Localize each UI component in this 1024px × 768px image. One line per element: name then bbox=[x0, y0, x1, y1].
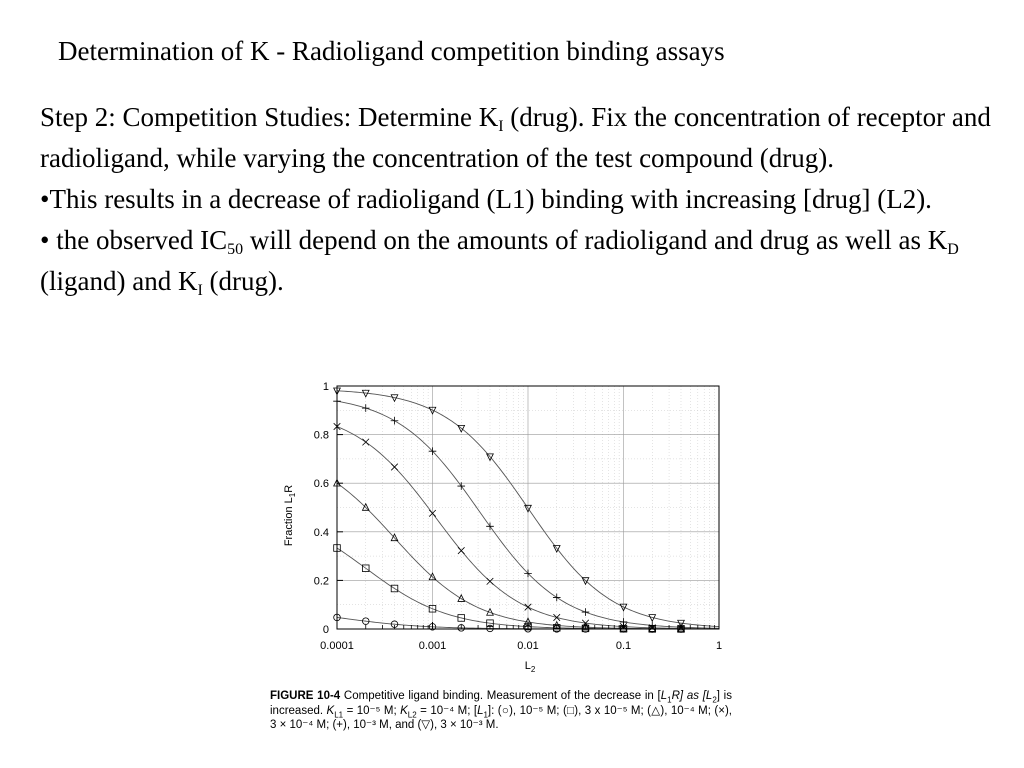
chart-markers bbox=[333, 388, 685, 632]
y-tick-label: 0.2 bbox=[313, 575, 329, 588]
plus-marker bbox=[582, 608, 590, 616]
bullet-ic50-part2: will depend on the amounts of radioligand and drug as well as K bbox=[243, 225, 948, 255]
caption-k1: K bbox=[326, 704, 335, 717]
step2-sub-i: I bbox=[498, 118, 504, 135]
caption-k2: K bbox=[400, 704, 408, 717]
figure-caption bbox=[270, 689, 732, 733]
plus-marker bbox=[391, 417, 399, 425]
y-axis-title: Fraction $L_1R$ bbox=[283, 484, 297, 547]
caption-text-2: R] as [ bbox=[671, 690, 706, 702]
caption-l2: L bbox=[705, 690, 713, 702]
x-tick-label: 0.1 bbox=[615, 640, 632, 652]
y-tick-label: 0.8 bbox=[313, 429, 329, 442]
plus-marker bbox=[553, 594, 561, 602]
y-tick-label: 0.4 bbox=[313, 526, 329, 539]
caption-text-3: ] is increased. bbox=[270, 690, 732, 717]
bullet-ic50-part1: • the observed IC bbox=[40, 225, 228, 255]
caption-l1-sub: 1 bbox=[667, 695, 672, 705]
x-marker bbox=[362, 439, 369, 446]
caption-text-6: ]: (○), 10⁻⁵ M; (□), 3 x 10⁻⁵ M; (△), 10⁻⁴ M; (×), 3 × 10⁻⁴ M; (+), 10⁻³ M, and (▽), 3 × 10⁻³ M. bbox=[270, 704, 732, 731]
caption-l2-sub: 2 bbox=[712, 695, 717, 705]
bullet-ic50-part3: (ligand) and K bbox=[40, 266, 198, 296]
figure-label: FIGURE 10-4 bbox=[270, 690, 341, 702]
caption-k1-sub: L1 bbox=[334, 709, 344, 719]
bullet-ic50-sub50: 50 bbox=[227, 241, 244, 258]
caption-l1b: L bbox=[477, 704, 484, 717]
y-tick-label: 1 bbox=[322, 381, 329, 393]
bullet-ic50-subd: D bbox=[947, 241, 959, 258]
plus-marker bbox=[486, 523, 494, 531]
x-tick-label: 1 bbox=[715, 640, 723, 652]
caption-l1: L bbox=[660, 690, 668, 702]
caption-text-4: = 10⁻⁵ M; bbox=[343, 704, 401, 717]
bullet-ic50-subi: I bbox=[197, 282, 203, 299]
x-tick-label: 0.0001 bbox=[320, 640, 354, 652]
x-tick-label: 0.001 bbox=[418, 640, 447, 652]
x-marker bbox=[553, 614, 560, 621]
bullet-decrease: •This results in a decrease of radioligand (L1) binding with increasing [drug] (L2). bbox=[40, 184, 932, 214]
caption-text-5: = 10⁻⁴ M; [ bbox=[416, 704, 478, 717]
caption-text-1: Competitive ligand binding. Measurement of the decrease in [ bbox=[340, 690, 661, 702]
bullet-ic50-part4: (drug). bbox=[202, 266, 284, 296]
caption-l1b-sub: 1 bbox=[483, 709, 488, 719]
x-marker bbox=[487, 578, 494, 585]
x-tick-label: 0.01 bbox=[517, 640, 539, 652]
step2-text-a: Step 2: Competition Studies: Determine K bbox=[40, 102, 499, 132]
slide-title: Determination of K - Radioligand competition binding assays bbox=[58, 36, 725, 66]
caption-k2-sub: L2 bbox=[407, 709, 417, 719]
step2-text-b: (drug). Fix the concentration of receptor and radioligand, while varying the concentration of the test compound (drug). bbox=[40, 102, 991, 173]
y-tick-label: 0 bbox=[322, 624, 329, 636]
x-axis-title: $L_2$ bbox=[524, 660, 536, 674]
y-tick-label: 0.6 bbox=[313, 478, 329, 491]
plus-marker bbox=[362, 404, 370, 412]
